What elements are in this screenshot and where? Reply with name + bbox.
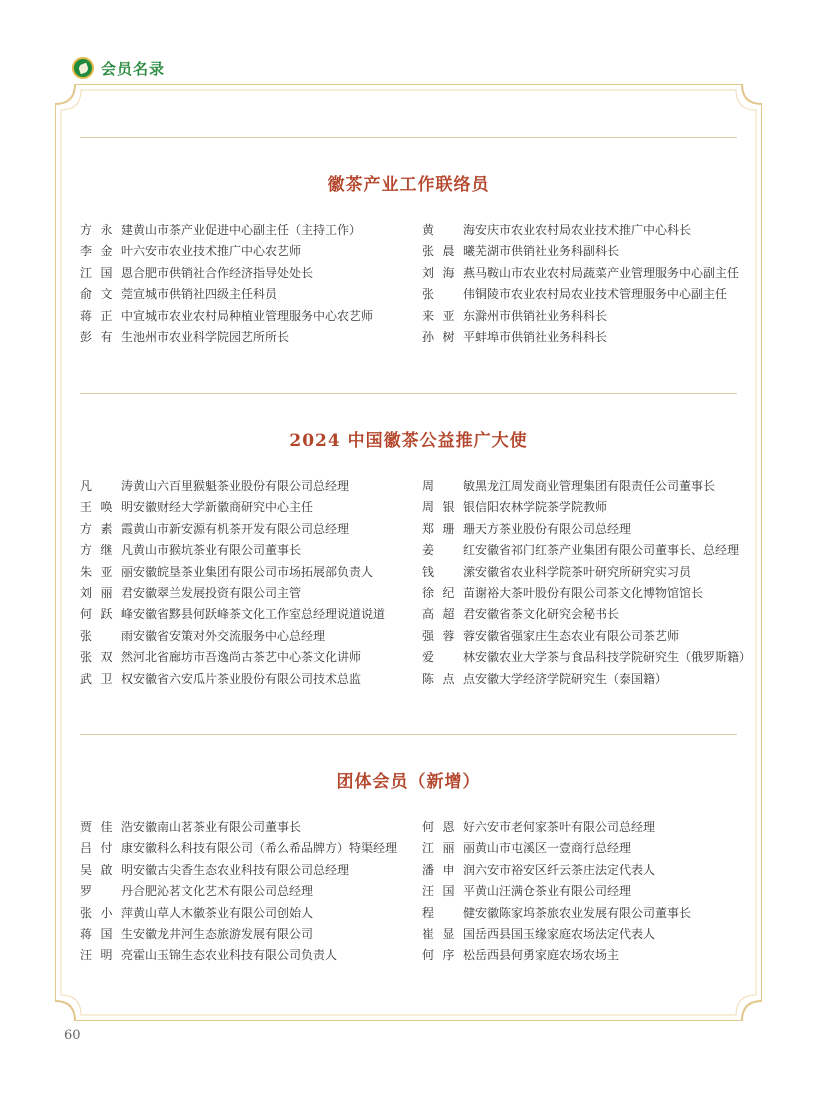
list-item: 汪明亮 霍山玉锦生态农业科技有限公司负责人: [80, 948, 338, 963]
list-item: 罗 丹 合肥沁茗文化艺术有限公司总经理: [80, 884, 314, 899]
header-title: 会员名录: [101, 59, 166, 78]
list-item: 张小萍 黄山草人木徽茶业有限公司创始人: [80, 905, 314, 920]
list-item: 方继凡 黄山市猴坑茶业有限公司董事长: [80, 543, 302, 558]
list-item: 俞文莞 宣城市供销社四级主任科员: [80, 287, 278, 302]
section-title-group-members: 团体会员（新增）: [336, 772, 481, 792]
list-item: 贾佳浩 安徽南山茗茶业有限公司董事长: [80, 820, 302, 834]
list-item: 彭有生 池州市农业科学院园艺所所长: [80, 329, 290, 344]
list-item: 徐纪苗 谢裕大茶叶股份有限公司茶文化博物馆馆长: [422, 585, 704, 600]
list-item: 潘申润 六安市裕安区纤云茶庄法定代表人: [422, 862, 656, 877]
section-title-liaison: 徽茶产业工作联络员: [327, 175, 490, 195]
list-item: 何恩好 六安市老何家茶叶有限公司总经理: [422, 820, 656, 834]
list-item: 朱亚丽 安徽皖垦茶业集团有限公司市场拓展部负责人: [80, 564, 374, 579]
list-item: 方素霞 黄山市新安源有机茶开发有限公司总经理: [80, 521, 350, 536]
list-item: 钱 潆 安徽省农业科学院茶叶研究所研究实习员: [422, 564, 692, 579]
list-item: 凡 涛 黄山六百里猴魁茶业股份有限公司总经理: [80, 479, 350, 493]
list-item: 刘丽君 安徽翠兰发展投资有限公司主管: [80, 585, 302, 600]
list-item: 刘海燕 马鞍山市农业农村局蔬菜产业管理服务中心副主任: [422, 265, 740, 280]
list-item: 周 敏 黑龙江周发商业管理集团有限责任公司董事长: [422, 479, 716, 493]
section-title-ambassadors: 2024 中国徽茶公益推广大使: [289, 431, 528, 451]
list-item: 来亚东 滁州市供销社业务科科长: [422, 308, 608, 323]
list-item: 陈点点 安徽大学经济学院研究生（泰国籍）: [422, 671, 668, 686]
list-item: 张 雨 安徽省安策对外交流服务中心总经理: [80, 628, 326, 643]
list-item: 汪国平 黄山汪满仓茶业有限公司经理: [422, 884, 632, 899]
list-item: 李金叶 六安市农业技术推广中心农艺师: [80, 244, 302, 259]
list-item: 张 伟 铜陵市农业农村局农业技术管理服务中心副主任: [422, 287, 728, 302]
group-members-right-list: [422, 817, 691, 967]
list-item: 江国恩 合肥市供销社合作经济指导处处长: [80, 265, 314, 280]
list-item: 武卫权 安徽省六安瓜片茶业股份有限公司技术总监: [80, 671, 362, 686]
liaison-right-list: [422, 220, 739, 348]
list-item: 强蓉蓉 安徽省强家庄生态农业有限公司茶艺师: [422, 628, 680, 643]
list-item: 江丽丽 黄山市屯溪区一壹商行总经理: [422, 841, 632, 856]
list-item: 周银银 信阳农林学院茶学院教师: [422, 500, 608, 515]
page-header: [72, 55, 165, 81]
list-item: 何序松 岳西县何勇家庭农场农场主: [422, 948, 620, 963]
liaison-left-list: [80, 220, 373, 348]
list-item: 程 健 安徽陈家坞茶旅农业发展有限公司董事长: [422, 905, 692, 920]
list-item: 崔显国 岳西县国玉缘家庭农场法定代表人: [422, 926, 656, 941]
ambassadors-left-list: [80, 476, 385, 690]
list-item: 蒋国生 安徽龙井河生态旅游发展有限公司: [80, 926, 314, 941]
list-item: 蒋正中 宣城市农业农村局种植业管理服务中心农艺师: [80, 308, 374, 323]
divider-top: [80, 137, 737, 138]
association-logo-icon: [72, 57, 94, 79]
list-item: 黄 海 安庆市农业农村局农业技术推广中心科长: [422, 223, 692, 237]
page-number: 60: [64, 1028, 81, 1043]
list-item: 方永建 黄山市茶产业促进中心副主任（主持工作）: [80, 223, 362, 237]
ambassadors-right-list: [422, 476, 751, 690]
divider-bottom: [80, 734, 737, 735]
list-item: 吕付康 安徽科么科技有限公司（希么希品牌方）特渠经理: [80, 841, 398, 856]
list-item: 孙树平 蚌埠市供销社业务科科长: [422, 329, 608, 344]
list-item: 王唤明 安徽财经大学新徽商研究中心主任: [80, 500, 314, 515]
list-item: 郑珊珊 天方茶业股份有限公司总经理: [422, 521, 632, 536]
list-item: 张双然 河北省廊坊市吾逸尚古茶艺中心茶文化讲师: [80, 650, 362, 665]
list-item: 高超君 安徽省茶文化研究会秘书长: [422, 607, 620, 622]
list-item: 姜 红 安徽省祁门红茶产业集团有限公司董事长、总经理: [422, 543, 740, 558]
list-item: 何跃峰 安徽省黟县何跃峰茶文化工作室总经理说道说道: [80, 607, 386, 622]
group-members-left-list: [80, 817, 397, 967]
list-item: 吴啟明 安徽古尖香生态农业科技有限公司总经理: [80, 862, 350, 877]
list-item: 爱 林 安徽农业大学茶与食品科技学院研究生（俄罗斯籍）: [422, 650, 752, 665]
list-item: 张晨曦 芜湖市供销社业务科副科长: [422, 244, 620, 259]
divider-middle: [80, 393, 737, 394]
